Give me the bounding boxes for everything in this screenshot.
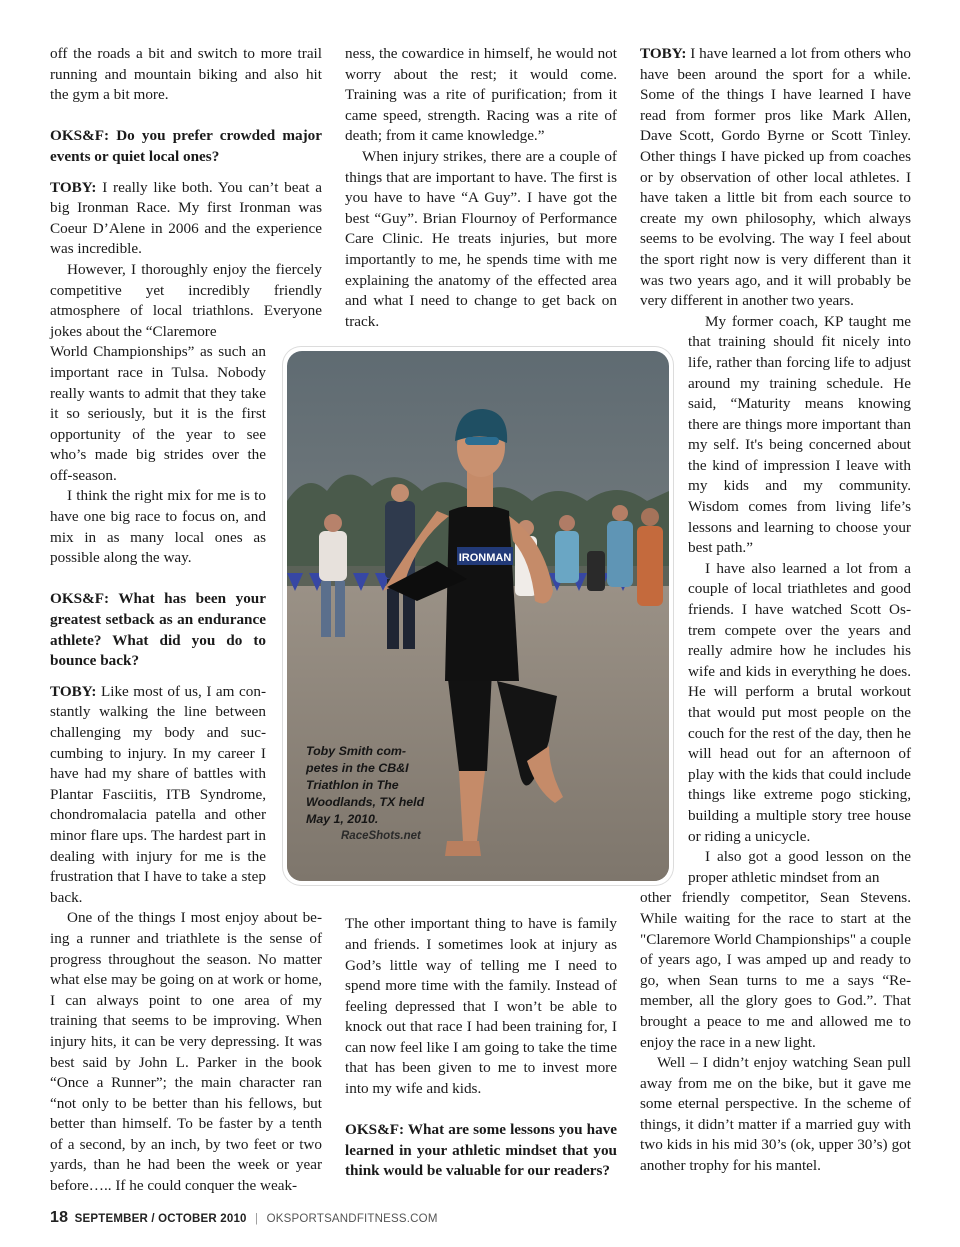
paragraph: off the roads a bit and switch to more trail running and mountain biking and also hit the gym a bit more. (50, 45, 322, 104)
paragraph: I think the right mix for me is to have one big race to focus on, and mix in as many local ones as possible along the way. (50, 487, 266, 567)
paragraph: The other important thing to have is family and friends. I sometimes look at injury as God’s little way of telling me I need to spend more time with the family. Instead of feeling depressed that I won’t be able to knock out that race I had been training for, I can now feel like I am going to take the time that has been given to me to invest more into my wife and kids. (345, 915, 617, 1098)
answer-paragraph (50, 178, 322, 260)
question-heading: OKS&F: What has been your greatest setback as an endurance athlete? What did you do to bounce back? (50, 590, 266, 670)
article-column-3 (640, 44, 911, 1177)
caption-text: Toby Smith competes in the CB&I Triathlon in The Woodlands, TX held May 1, 2010. (306, 744, 425, 826)
speaker-label: TOBY: (50, 682, 97, 700)
paragraph: My former coach, KP taught me that training should fit nicely into life, rather than forcing life to adjust around my training schedule. He said, “Maturity means knowing there are things more important than my self. It's being concerned about the kind of impression I leave with my kids and my community. Wisdom comes from living life’s lessons and learning to choose your best path.” (688, 312, 911, 557)
paragraph: When injury strikes, there are a couple of things that are important to have. The first is you have to have “A Guy”. I have got the best “Guy”. Brian Flournoy of Performance Care Clinic. He treats injuries, but more importantly to me, he spends time with me explaining the anatomy of the effected area and what I need to change to get back on track. (345, 147, 617, 330)
question-heading: OKS&F: Do you prefer crowded major events or quiet local ones? (50, 127, 322, 165)
paragraph: World Championships” as such an important race in Tulsa. Nobody really wants to admit that they take it so seriously, but it is the first opportunity of the year to see who’s made big strides over the off-season. (50, 343, 266, 484)
issue-date: SEPTEMBER / OCTOBER 2010 (74, 1213, 247, 1225)
answer-text: Like most of us, I am constantly walking the line between challenging my body and succumbing to injury. In my career I have had my share of battles with Plantar Fasciitis, ITB Syndrome, chondromalacia patella and other minor flare ups. The hardest part in dealing with injury for me is the frustration that I have to take a step back. (50, 682, 266, 906)
footer-separator: | (255, 1213, 259, 1225)
website-link[interactable]: OKSPORTSANDFITNESS.COM (266, 1213, 438, 1225)
answer-paragraph (640, 44, 911, 312)
answer-paragraph (50, 682, 266, 909)
photo-credit: RaceShots.net (341, 830, 421, 842)
answer-text: I have learned a lot from others who have been around the sport for a while. Some of the things I have learned I have read from former pros like Mark Allen, Dave Scott, Gordo Byrne or Scott Tinley. Other things I have picked up from coaches or by observation of other local athletes. I have taken a little bit from each source to create my own philosophy, which always seems to be evolving. The way I feel about the sport right now is very different than it was two years ago, and it will probably be very different in another two years. (640, 45, 911, 310)
article-column-1 (50, 44, 322, 1197)
paragraph: However, I thoroughly enjoy the fiercely competitive yet incredibly friendly atmosphere of local triathlons. Everyone jokes about the “Claremore (50, 260, 322, 340)
speaker-label: TOBY: (640, 45, 687, 62)
page-footer (50, 1209, 438, 1227)
paragraph: One of the things I most enjoy about being a runner and triathlete is the sense of progress throughout the season. No matter what else may be going on at work or home, I can always point to one area of my training that seems to be improving. When injury hits, it can be very depressing. It was best said by John L. Parker in the book “Once a Runner”; the main character ran “not only to be better than his fellows, but better than himself. To be faster by a tenth of a second, by an inch, by two feet or two yards, than he had been the week or year before….. If he could conquer the weak- (50, 909, 322, 1195)
paragraph: I also got a good lesson on the proper athletic mindset from an (688, 848, 911, 886)
question-heading: OKS&F: What are some lessons you have learned in your athletic mindset that you think would be valuable for our readers? (345, 1121, 617, 1180)
suit-brand: IRONMAN (458, 552, 512, 564)
answer-text: I really like both. You can’t beat a big Ironman Race. My first Ironman was Coeur D’Alene in 2006 and the experience was incredible. (50, 178, 322, 258)
page-number: 18 (50, 1209, 69, 1226)
speaker-label: TOBY: (50, 178, 97, 196)
paragraph: Well – I didn’t enjoy watching Sean pull away from me on the bike, but it gave me some eternal perspective. In the scheme of things, it didn’t matter if a married guy with two kids in his mid 30’s (ok, upper 30’s) got another trophy for his mantel. (640, 1054, 911, 1175)
paragraph: ness, the cowardice in himself, he would not worry about the rest; it would come. Training was a rite of purification; from it came speed, strength. Racing was a rite of death; from it came knowledge.” (345, 45, 617, 145)
paragraph: other friendly competitor, Sean Stevens. While waiting for the race to start at the "Claremore World Championships" a couple of years ago, I was amped up and ready to go, when Sean turns to me a says “Remember, all the glory goes to God.”. That brought a peace to me and allowed me to enjoy the race in a new light. (640, 889, 911, 1051)
paragraph: I have also learned a lot from a couple of local triathletes and good friends. I have watched Scott Ostrem compete over the years and really admire how he includes his wife and kids in everything he does. He will perform a brutal workout that would put most people on the couch for the rest of the day, then he will head out for an afternoon of play with the kids that could include things like extreme pogo sticking, building a multiple story tree house or riding a unicycle. (688, 559, 911, 845)
photo-caption (306, 743, 426, 845)
